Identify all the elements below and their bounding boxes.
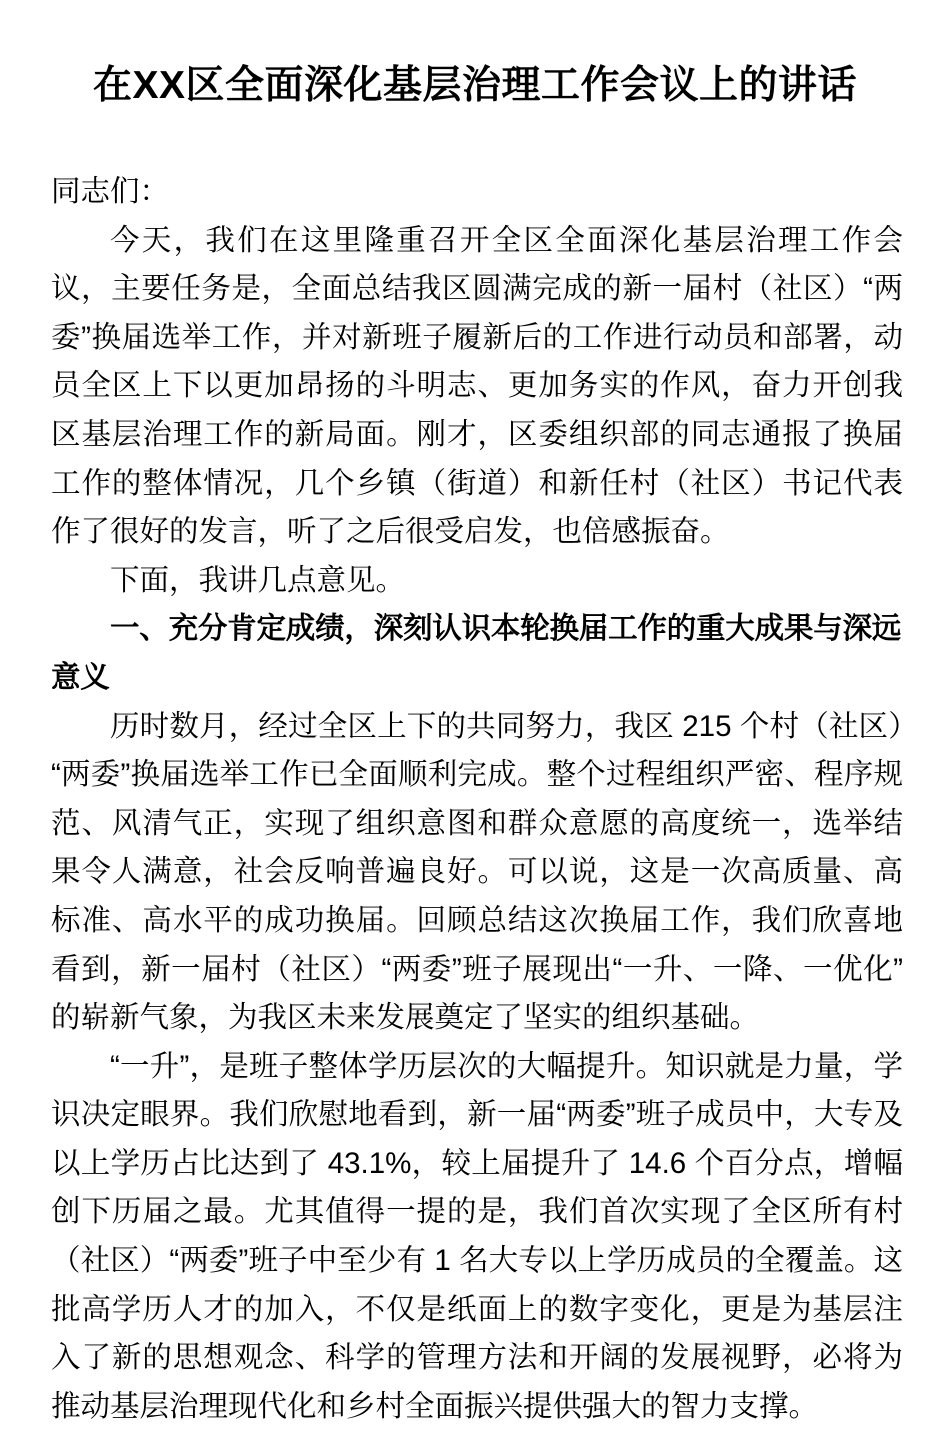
document-title: 在XX区全面深化基层治理工作会议上的讲话 bbox=[92, 64, 858, 107]
transition-paragraph: 下面，我讲几点意见。 bbox=[110, 563, 406, 597]
salutation-paragraph: 同志们： bbox=[51, 175, 170, 208]
section-heading-one: 一、充分肯定成绩，深刻认识本轮换届工作的重大成果与深远意义 bbox=[51, 613, 902, 694]
document-body bbox=[51, 168, 903, 1431]
section-one-body-paragraph: 历时数月，经过全区上下的共同努力，我区 215 个村（社区）“两委”换届选举工作已全面顺利完成。整个过程组织严密、程序规范、风清气正，实现了组织意图和群众意愿的高度统一，选举结果令人满意，社会反响普遍良好。可以说，这是一次高质量、高标准、高水平的成功换届。回顾总结这次换届工作，我们欣喜地看到，新一届村（社区）“两委”班子展现出“一升、一降、一优化”的崭新气象，为我区未来发展奠定了坚实的组织基础。 bbox=[51, 709, 903, 1035]
opening-paragraph: 今天，我们在这里隆重召开全区全面深化基层治理工作会议，主要任务是，全面总结我区圆满完成的新一届村（社区）“两委”换届选举工作，并对新班子履新后的工作进行动员和部署，动员全区上下以更加昂扬的斗明志、更加务实的作风，奋力开创我区基层治理工作的新局面。刚才，区委组织部的同志通报了换届工作的整体情况，几个乡镇（街道）和新任村（社区）书记代表作了很好的发言，听了之后很受启发，也倍感振奋。 bbox=[51, 223, 903, 549]
one-rise-paragraph: “一升”，是班子整体学历层次的大幅提升。知识就是力量，学识决定眼界。我们欣慰地看到，新一届“两委”班子成员中，大专及以上学历占比达到了 43.1%，较上届提升了 14.6 个百分点，增幅创下历届之最。尤其值得一提的是，我们首次实现了全区所有村（社区）“两委”班子中至少有 1 名大专以上学历成员的全覆盖。这批高学历人才的加入，不仅是纸面上的数字变化，更是为基层注入了新的思想观念、科学的管理方法和开阔的发展视野，必将为推动基层治理现代化和乡村全面振兴提供强大的智力支撑。 bbox=[51, 1049, 903, 1423]
